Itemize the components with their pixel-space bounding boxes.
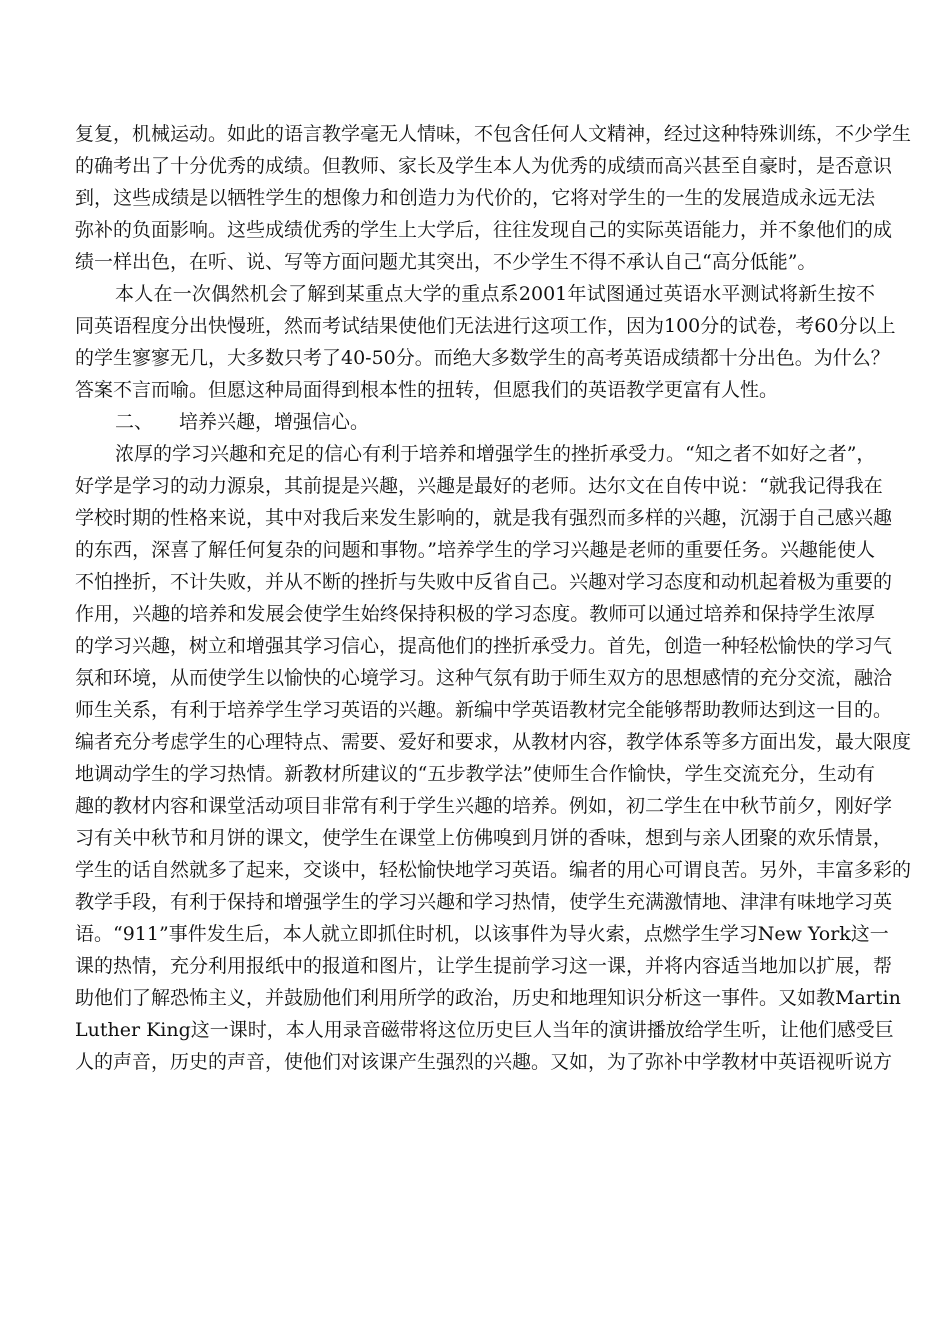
section-number: 二、 <box>115 411 154 433</box>
text-line: 趣的教材内容和课堂活动项目非常有利于学生兴趣的培养。例如，初二学生在中秋节前夕，刚好学 <box>75 795 893 817</box>
text-line: 弥补的负面影响。这些成绩优秀的学生上大学后，往往发现自己的实际英语能力，并不象他们的成 <box>75 219 893 241</box>
paragraph-3 <box>75 438 912 1078</box>
text-line: 学校时期的性格来说，其中对我后来发生影响的，就是我有强烈而多样的兴趣，沉溺于自己感兴趣 <box>75 507 893 529</box>
text-line: 绩一样出色，在听、说、写等方面问题尤其突出，不少学生不得不承认自己“高分低能”。 <box>75 251 817 273</box>
text-line: 习有关中秋节和月饼的课文，使学生在课堂上仿佛嗅到月饼的香味，想到与亲人团聚的欢乐情景， <box>75 827 893 849</box>
text-line: 人的声音，历史的声音，使他们对该课产生强烈的兴趣。又如，为了弥补中学教材中英语视听说方 <box>75 1051 893 1073</box>
section-heading <box>75 406 875 438</box>
document-page <box>75 118 912 1078</box>
text-line: 助他们了解恐怖主义，并鼓励他们利用所学的政治，历史和地理知识分析这一事件。又如教Martin <box>75 987 901 1009</box>
text-line: 地调动学生的学习热情。新教材所建议的“五步教学法”使师生合作愉快，学生交流充分，生动有 <box>75 763 875 785</box>
text-line: 课的热情，充分利用报纸中的报道和图片，让学生提前学习这一课，并将内容适当地加以扩展，帮 <box>75 955 893 977</box>
text-line: 作用，兴趣的培养和发展会使学生始终保持积极的学习态度。教师可以通过培养和保持学生浓厚 <box>75 603 875 625</box>
text-line: 不怕挫折，不计失败，并从不断的挫折与失败中反省自己。兴趣对学习态度和动机起着极为重要的 <box>75 571 893 593</box>
text-line: 答案不言而喻。但愿这种局面得到根本性的扭转，但愿我们的英语教学更富有人性。 <box>75 379 779 401</box>
text-line: 学生的话自然就多了起来，交谈中，轻松愉快地学习英语。编者的用心可谓良苦。另外，丰富多彩的 <box>75 859 912 881</box>
section-title: 培养兴趣，增强信心。 <box>179 411 370 433</box>
text-line: 教学手段，有利于保持和增强学生的学习兴趣和学习热情，使学生充满激情地、津津有味地学习英 <box>75 891 893 913</box>
text-line: 的东西，深喜了解任何复杂的问题和事物。”培养学生的学习兴趣是老师的重要任务。兴趣能使人 <box>75 539 875 561</box>
text-line: 师生关系，有利于培养学生学习英语的兴趣。新编中学英语教材完全能够帮助教师达到这一目的。 <box>75 699 893 721</box>
text-line: 的学生寥寥无几，大多数只考了40-50分。而绝大多数学生的高考英语成绩都十分出色。为什么？ <box>75 347 890 369</box>
text-line: 复复，机械运动。如此的语言教学毫无人情味，不包含任何人文精神，经过这种特殊训练，不少学生 <box>75 123 912 145</box>
text-line: 本人在一次偶然机会了解到某重点大学的重点系2001年试图通过英语水平测试将新生按不 <box>115 283 875 305</box>
text-line: 的学习兴趣，树立和增强其学习信心，提高他们的挫折承受力。首先，创造一种轻松愉快的学习气 <box>75 635 893 657</box>
text-line: 的确考出了十分优秀的成绩。但教师、家长及学生本人为优秀的成绩而高兴甚至自豪时，是否意识 <box>75 155 893 177</box>
text-line: 同英语程度分出快慢班，然而考试结果使他们无法进行这项工作，因为100分的试卷，考60分以上 <box>75 315 896 337</box>
text-line: 浓厚的学习兴趣和充足的信心有利于培养和增强学生的挫折承受力。“知之者不如好之者”， <box>115 443 876 465</box>
text-line: 编者充分考虑学生的心理特点、需要、爱好和要求，从教材内容，教学体系等多方面出发，最大限度 <box>75 731 912 753</box>
paragraph-1 <box>75 118 912 278</box>
text-line: 到，这些成绩是以牺牲学生的想像力和创造力为代价的，它将对学生的一生的发展造成永远无法 <box>75 187 875 209</box>
text-line: 氛和环境，从而使学生以愉快的心境学习。这种气氛有助于师生双方的思想感情的充分交流，融洽 <box>75 667 893 689</box>
paragraph-2 <box>75 278 896 406</box>
text-line: 好学是学习的动力源泉，其前提是兴趣，兴趣是最好的老师。达尔文在自传中说：“就我记得我在 <box>75 475 883 497</box>
text-line: 语。“911”事件发生后，本人就立即抓住时机，以该事件为导火索，点燃学生学习New York这一 <box>75 923 889 945</box>
text-line: Luther King这一课时，本人用录音磁带将这位历史巨人当年的演讲播放给学生听，让他们感受巨 <box>75 1019 894 1041</box>
